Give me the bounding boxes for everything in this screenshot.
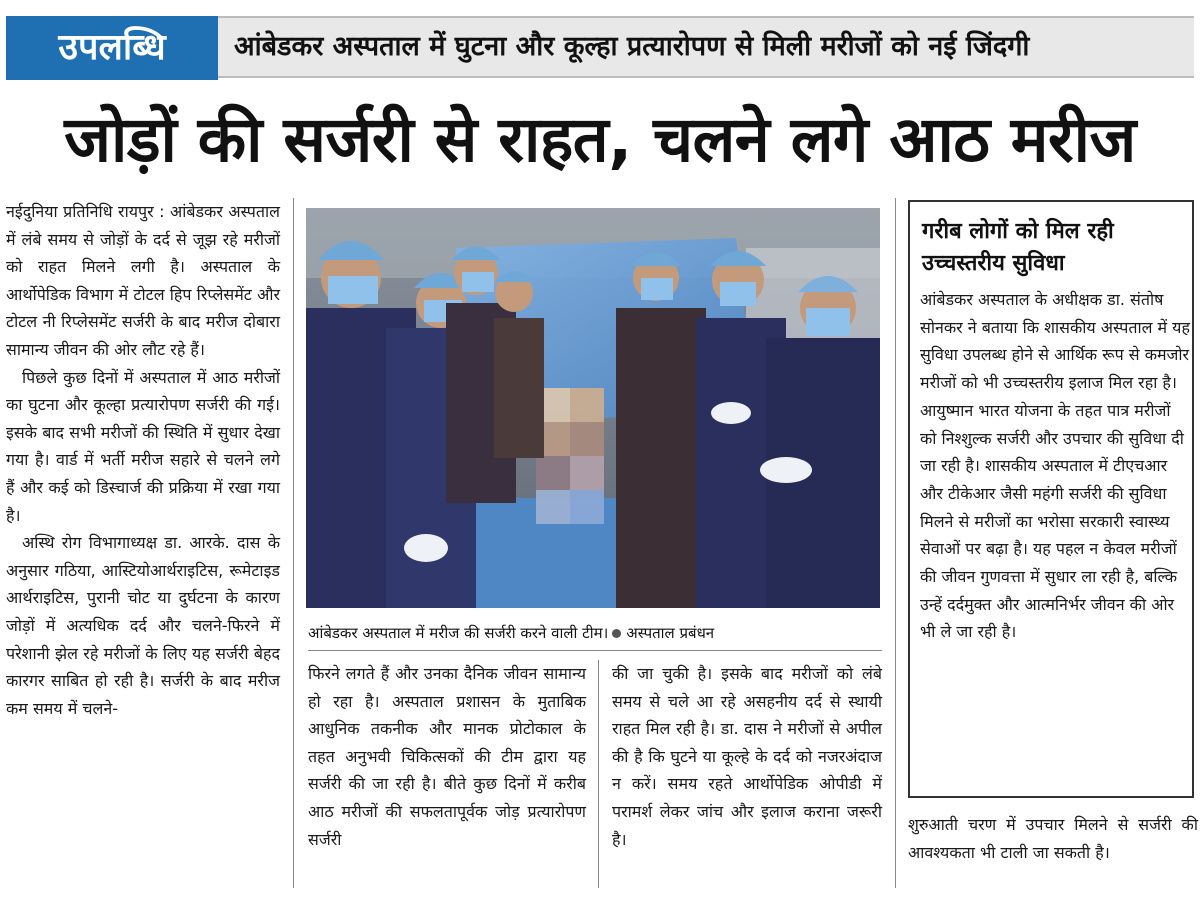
caption-rule — [308, 650, 882, 651]
article-column-1 — [6, 198, 280, 722]
paragraph-closing: शुरुआती चरण में उपचार मिलने से सर्जरी की आवश्यकता भी टाली जा सकती है। — [908, 815, 1198, 862]
column-divider — [293, 198, 294, 888]
kicker-strip — [6, 16, 1194, 78]
sidebar-box — [908, 200, 1194, 798]
photo-caption — [308, 619, 882, 647]
column-divider — [598, 660, 599, 888]
article-column-3 — [612, 660, 882, 853]
paragraph-2: पिछले कुछ दिनों में अस्पताल में आठ मरीजों का घुटना और कूल्हा प्रत्यारोपण सर्जरी की गई। इसके बाद सभी मरीजों की स्थिति में सुधार देखा गया है। वार्ड में भर्ती मरीज सहारे से चलने लगे हैं और कई को डिस्चार्ज की प्रक्रिया में रखा गया है। — [6, 367, 280, 525]
column-divider — [895, 198, 896, 888]
paragraph-continued: की जा चुकी है। इसके बाद मरीजों को लंबे समय से चले आ रहे असहनीय दर्द से स्थायी राहत मिल रही है। डा. दास ने मरीजों से अपील की है कि घुटने या कूल्हे के दर्द को नजरअंदाज न करें। समय रहते आर्थोपेडिक ओपीडी में परामर्श लेकर जांच और इलाज कराना जरूरी है। — [612, 664, 882, 849]
sidebar-title: गरीब लोगों को मिल रही उच्चस्तरीय सुविधा — [922, 219, 1114, 276]
paragraph-intro: नईदुनिया प्रतिनिधि रायपुर : आंबेडकर अस्पताल में लंबे समय से जोड़ों के दर्द से जूझ रहे मरीजों को राहत मिलने लगी है। अस्पताल के आर्थोपेडिक विभाग में टोटल हिप रिप्लेसमेंट और टोटल नी रिप्लेसमेंट सर्जरी के बाद मरीज दोबारा सामान्य जीवन की ओर लौट रहे हैं। — [6, 202, 280, 359]
article-column-4 — [908, 811, 1198, 866]
sidebar-body: आंबेडकर अस्पताल के अधीक्षक डा. संतोष सोनकर ने बताया कि शासकीय अस्पताल में यह सुविधा उपलब्ध होने से आर्थिक रूप से कमजोर मरीजों को भी उच्चस्तरीय इलाज मिल रहा है। आयुष्मान भारत योजना के तहत पात्र मरीजों को निश्शुल्क सर्जरी और उपचार की सुविधा दी जा रही है। शासकीय अस्पताल में टीएचआर और टीकेआर जैसी महंगी सर्जरी की सुविधा मिलने से मरीजों का भरोसा सरकारी स्वास्थ्य सेवाओं पर बढ़ा है। यह पहल न केवल मरीजों की जीवन गुणवत्ता में सुधार ला रही है, बल्कि उन्हें दर्दमुक्त और आत्मनिर्भर जीवन की ओर भी ले जा रही है। — [920, 290, 1190, 642]
article-column-2 — [308, 660, 586, 853]
headline: जोड़ों की सर्जरी से राहत, चलने लगे आठ मरीज — [64, 103, 1136, 176]
caption-text: आंबेडकर अस्पताल में मरीज की सर्जरी करने वाली टीम। — [308, 624, 609, 642]
surgery-team-photo — [306, 208, 880, 608]
section-tag: उपलब्धि — [6, 16, 218, 80]
strapline: आंबेडकर अस्पताल में घुटना और कूल्हा प्रत्यारोपण से मिली मरीजों को नई जिंदगी — [234, 31, 1030, 62]
blurred-face — [536, 388, 604, 524]
paragraph-3: अस्थि रोग विभागाध्यक्ष डा. आरके. दास के अनुसार गठिया, आस्टियोआर्थराइटिस, रूमेटाइड आर्थराइटिस, पुरानी चोट या दुर्घटना के कारण जोड़ों में अत्यधिक दर्द और चलने-फिरने में परेशानी झेल रहे मरीजों के लिए यह सर्जरी बेहद कारगर साबित हो रही है। सर्जरी के बाद मरीज कम समय में चलने- — [6, 533, 280, 718]
credit-bullet-icon — [612, 629, 621, 638]
photo-credit: अस्पताल प्रबंधन — [626, 624, 715, 642]
paragraph-continued: फिरने लगते हैं और उनका दैनिक जीवन सामान्य हो रहा है। अस्पताल प्रशासन के मुताबिक आधुनिक तकनीक और मानक प्रोटोकाल के तहत अनुभवी चिकित्सकों की टीम द्वारा यह सर्जरी की जा रही है। बीते कुछ दिनों में करीब आठ मरीजों की सफलतापूर्वक जोड़ प्रत्यारोपण सर्जरी — [308, 664, 586, 849]
